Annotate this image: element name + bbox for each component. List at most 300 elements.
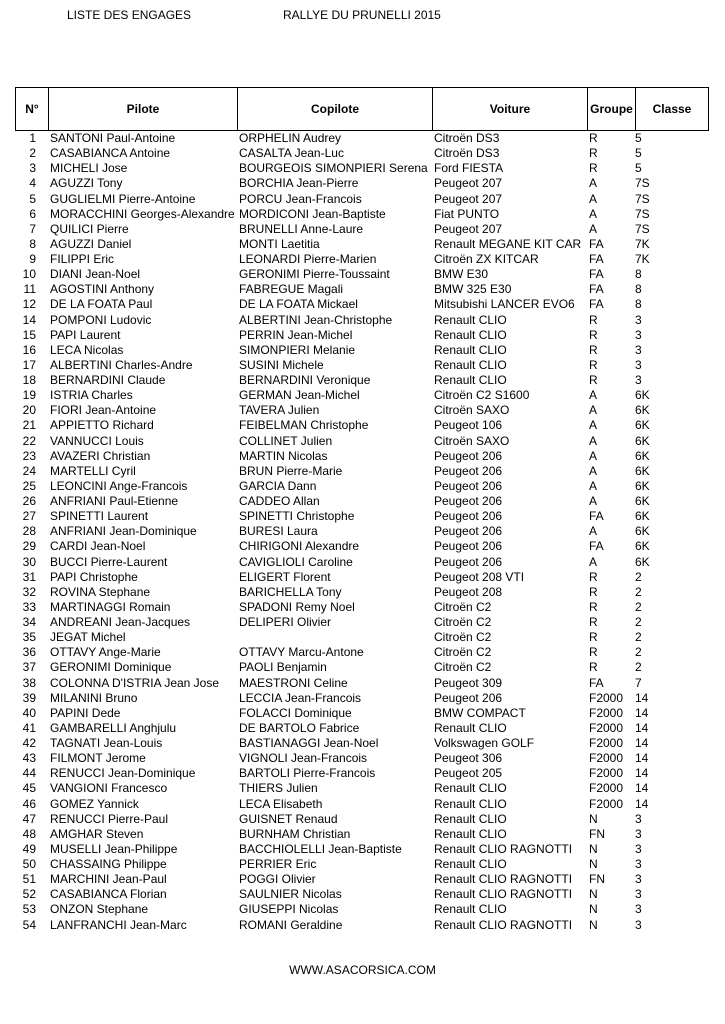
entry-voiture: Peugeot 205	[434, 766, 503, 781]
entry-pilote: DE LA FOATA Paul	[50, 297, 153, 312]
entry-groupe: N	[589, 902, 598, 917]
entry-classe: 2	[635, 599, 642, 614]
cell-spacer	[36, 676, 50, 691]
cell-spacer	[36, 585, 50, 600]
entry-number: 30	[22, 554, 36, 569]
entry-pilote: VANNUCCI Louis	[50, 433, 144, 448]
entry-groupe: A	[589, 191, 598, 206]
entry-pilote: PAPINI Dede	[50, 705, 121, 720]
entry-groupe: R	[589, 569, 598, 584]
entry-number: 22	[22, 433, 36, 448]
entry-pilote: COLONNA D'ISTRIA Jean Jose	[50, 675, 220, 690]
entry-pilote: LECA Nicolas	[50, 342, 124, 357]
entry-pilote: PAPI Christophe	[50, 569, 138, 584]
cell-spacer	[36, 131, 50, 146]
column-header-voiture: Voiture	[433, 88, 588, 131]
entry-classe: 7K	[635, 252, 650, 266]
cell-spacer	[36, 176, 50, 191]
entry-voiture: Renault MEGANE KIT CAR	[434, 236, 582, 251]
entry-copilote	[239, 630, 434, 645]
entry-classe: 3	[635, 841, 642, 856]
entry-voiture: Peugeot 206	[434, 463, 503, 478]
entry-groupe: N	[589, 841, 598, 856]
entry-voiture: Renault CLIO	[434, 312, 507, 327]
cell-spacer	[36, 464, 50, 479]
entry-voiture: Citroën C2	[434, 630, 492, 645]
entry-pilote: ANDREANI Jean-Jacques	[50, 615, 191, 629]
entry-voiture: Citroën C2	[434, 615, 492, 629]
entry-number: 34	[22, 615, 36, 629]
entry-voiture: Citroën C2	[434, 660, 492, 675]
entry-classe: 3	[635, 826, 642, 841]
table-row	[15, 887, 708, 902]
entry-classe: 3	[635, 327, 642, 342]
entry-classe: 3	[635, 357, 642, 372]
entry-classe: 14	[635, 720, 649, 735]
entry-groupe: A	[589, 554, 598, 569]
entry-groupe: N	[589, 917, 598, 932]
entry-pilote: AVAZERI Christian	[50, 448, 151, 463]
table-row	[15, 676, 708, 691]
cell-spacer	[36, 842, 50, 857]
entry-number: 6	[29, 206, 36, 221]
entry-voiture: Citroën DS3	[434, 131, 500, 145]
column-header-copilote: Copilote	[238, 88, 433, 131]
entry-copilote: MORDICONI Jean-Baptiste	[239, 206, 386, 221]
entry-pilote: AGOSTINI Anthony	[50, 282, 155, 297]
entry-groupe: R	[589, 599, 598, 614]
entry-groupe: F2000	[589, 690, 624, 705]
entry-number: 18	[22, 373, 36, 387]
entry-pilote: MARCHINI Jean-Paul	[50, 872, 167, 887]
entry-copilote: LECCIA Jean-Francois	[239, 690, 362, 705]
entry-groupe: N	[589, 811, 598, 826]
cell-spacer	[36, 252, 50, 267]
entry-number: 42	[22, 736, 36, 750]
cell-spacer	[36, 615, 50, 630]
entry-pilote: MARTELLI Cyril	[50, 463, 136, 478]
document-title: LISTE DES ENGAGES	[67, 8, 192, 22]
cell-spacer	[36, 237, 50, 252]
cell-spacer	[36, 479, 50, 494]
entry-number: 49	[22, 841, 36, 856]
entry-number: 23	[22, 448, 36, 463]
cell-spacer	[36, 872, 50, 887]
entry-pilote: VANGIONI Francesco	[50, 781, 168, 796]
entry-number: 2	[29, 146, 36, 161]
table-row	[15, 267, 708, 282]
entry-classe: 6K	[635, 539, 650, 554]
table-row	[15, 403, 708, 418]
entry-voiture: Citroën C2 S1600	[434, 388, 530, 403]
entry-pilote: POMPONI Ludovic	[50, 312, 152, 327]
entry-classe: 3	[635, 917, 642, 932]
entry-voiture: Peugeot 206	[434, 690, 503, 705]
entry-copilote: GIUSEPPI Nicolas	[239, 902, 339, 917]
entry-voiture: Citroën C2	[434, 645, 492, 660]
table-row	[15, 902, 708, 917]
entry-copilote: PERRIER Eric	[239, 857, 317, 871]
entry-pilote: GERONIMI Dominique	[50, 660, 172, 675]
cell-spacer	[36, 751, 50, 766]
entry-copilote: CAVIGLIOLI Caroline	[239, 554, 353, 569]
table-row	[15, 207, 708, 222]
cell-spacer	[36, 509, 50, 524]
entry-groupe: R	[589, 373, 598, 387]
entry-voiture: Ford FIESTA	[434, 161, 504, 176]
entry-pilote: CASABIANCA Antoine	[50, 146, 171, 161]
entry-classe: 14	[635, 781, 649, 796]
entry-pilote: BERNARDINI Claude	[50, 373, 166, 387]
entry-number: 29	[22, 539, 36, 554]
entry-classe: 7S	[635, 176, 650, 191]
entry-copilote: CASALTA Jean-Luc	[239, 146, 344, 161]
entry-number: 21	[22, 418, 36, 433]
entry-classe: 3	[635, 373, 642, 387]
entry-number: 9	[29, 252, 36, 266]
entry-groupe: N	[589, 857, 598, 871]
entry-pilote: JEGAT Michel	[50, 630, 126, 645]
entry-voiture: Peugeot 207	[434, 191, 503, 206]
entry-copilote: FOLACCI Dominique	[239, 705, 352, 720]
column-header-pilote: Pilote	[49, 88, 238, 131]
entry-copilote: ALBERTINI Jean-Christophe	[239, 312, 393, 327]
cell-spacer	[36, 691, 50, 706]
entry-number: 19	[22, 388, 36, 403]
entry-groupe: A	[589, 388, 598, 403]
entry-number: 11	[23, 282, 36, 297]
entry-classe: 8	[635, 267, 642, 282]
entry-groupe: F2000	[589, 781, 624, 796]
table-row	[15, 328, 708, 343]
table-row	[15, 645, 708, 660]
entry-copilote: PORCU Jean-Francois	[239, 191, 362, 206]
entry-number: 36	[22, 645, 36, 660]
entry-copilote: MARTIN Nicolas	[239, 448, 328, 463]
entry-pilote: LANFRANCHI Jean-Marc	[50, 917, 187, 932]
entry-groupe: F2000	[589, 705, 624, 720]
cell-spacer	[36, 388, 50, 403]
table-row	[15, 872, 708, 887]
entry-number: 26	[22, 494, 36, 508]
entry-number: 38	[22, 675, 36, 690]
entry-voiture: Renault CLIO	[434, 781, 507, 796]
entry-classe: 6K	[635, 524, 650, 539]
entry-groupe: R	[589, 357, 598, 372]
entry-pilote: FILIPPI Eric	[50, 252, 115, 266]
entry-groupe: FA	[589, 675, 604, 690]
cell-spacer	[36, 192, 50, 207]
entry-classe: 14	[635, 705, 649, 720]
cell-spacer	[36, 706, 50, 721]
entry-voiture: Renault CLIO	[434, 373, 507, 387]
entry-voiture: Renault CLIO	[434, 796, 507, 811]
entry-classe: 6K	[635, 388, 650, 403]
entry-copilote: SUSINI Michele	[239, 357, 324, 372]
entry-voiture: Renault CLIO	[434, 327, 507, 342]
cell-spacer	[36, 297, 50, 312]
entry-copilote: POGGI Olivier	[239, 872, 316, 887]
entry-number: 15	[22, 327, 36, 342]
table-row	[15, 857, 708, 872]
entry-classe: 3	[635, 902, 642, 917]
entry-copilote: FEIBELMAN Christophe	[239, 418, 369, 433]
table-row	[15, 600, 708, 615]
entry-groupe: F2000	[589, 766, 624, 781]
entry-groupe: FN	[589, 826, 605, 841]
entry-number: 53	[22, 902, 36, 917]
entry-copilote: ROMANI Geraldine	[239, 917, 343, 932]
entry-voiture: Peugeot 206	[434, 478, 503, 493]
cell-spacer	[36, 555, 50, 570]
entry-pilote: SANTONI Paul-Antoine	[50, 131, 176, 145]
entry-groupe: A	[589, 403, 598, 418]
entry-copilote: GERMAN Jean-Michel	[239, 388, 360, 403]
entry-copilote: GUISNET Renaud	[239, 811, 338, 826]
entry-classe: 6K	[635, 509, 650, 524]
entry-pilote: AMGHAR Steven	[50, 826, 144, 841]
entry-classe: 6K	[635, 448, 650, 463]
entry-pilote: PAPI Laurent	[50, 327, 121, 342]
entry-number: 27	[22, 509, 36, 524]
cell-spacer	[36, 524, 50, 539]
entry-number: 35	[22, 630, 36, 645]
entry-groupe: R	[589, 327, 598, 342]
entry-classe: 7S	[635, 221, 650, 236]
entry-copilote: SIMONPIERI Melanie	[239, 342, 356, 357]
entry-groupe: FA	[589, 282, 604, 297]
entry-classe: 6K	[635, 433, 650, 448]
entry-classe: 2	[635, 615, 642, 629]
entry-number: 25	[22, 478, 36, 493]
entry-classe: 3	[635, 312, 642, 327]
cell-spacer	[36, 373, 50, 388]
table-row	[15, 751, 708, 766]
entry-pilote: MORACCHINI Georges-Alexandre	[50, 206, 235, 221]
cell-spacer	[36, 887, 50, 902]
entry-classe: 14	[635, 796, 649, 811]
entry-voiture: Peugeot 206	[434, 509, 503, 524]
entry-copilote: THIERS Julien	[239, 781, 318, 796]
table-row	[15, 509, 708, 524]
entry-number: 46	[22, 796, 36, 811]
entry-copilote: GARCIA Dann	[239, 478, 317, 493]
entry-groupe: R	[589, 161, 598, 176]
entry-pilote: TAGNATI Jean-Louis	[50, 736, 163, 750]
cell-spacer	[36, 902, 50, 917]
entry-pilote: GUGLIELMI Pierre-Antoine	[50, 191, 196, 206]
entry-copilote: DE BARTOLO Fabrice	[239, 720, 360, 735]
entry-copilote: ORPHELIN Audrey	[239, 131, 342, 145]
entry-pilote: QUILICI Pierre	[50, 221, 129, 236]
entry-pilote: AGUZZI Tony	[50, 176, 123, 191]
entry-number: 28	[22, 524, 36, 539]
entry-groupe: A	[589, 433, 598, 448]
entry-groupe: R	[589, 131, 598, 145]
entry-number: 37	[22, 660, 36, 675]
entry-groupe: A	[589, 176, 598, 191]
entry-copilote: BASTIANAGGI Jean-Noel	[239, 736, 379, 750]
entry-copilote: TAVERA Julien	[239, 403, 320, 418]
entry-classe: 7S	[635, 206, 650, 221]
table-row	[15, 539, 708, 554]
table-row	[15, 555, 708, 570]
table-row	[15, 192, 708, 207]
cell-spacer	[36, 267, 50, 282]
entry-pilote: FIORI Jean-Antoine	[50, 403, 157, 418]
entry-classe: 3	[635, 887, 642, 902]
table-row	[15, 479, 708, 494]
entry-classe: 2	[635, 630, 642, 645]
entry-voiture: Peugeot 309	[434, 675, 503, 690]
cell-spacer	[36, 313, 50, 328]
entry-copilote: COLLINET Julien	[239, 433, 333, 448]
table-row	[15, 615, 708, 630]
entry-classe: 5	[635, 146, 642, 161]
entry-number: 4	[29, 176, 36, 191]
entry-copilote: DELIPERI Olivier	[239, 615, 332, 629]
entry-groupe: FA	[589, 267, 604, 282]
table-row	[15, 252, 708, 267]
entry-list	[15, 131, 708, 933]
entry-number: 1	[29, 131, 36, 145]
entry-copilote: SPINETTI Christophe	[239, 509, 355, 524]
entry-voiture: Renault CLIO RAGNOTTI	[434, 917, 573, 932]
entry-pilote: CHASSAING Philippe	[50, 857, 167, 871]
entry-classe: 14	[635, 766, 649, 781]
entry-classe: 2	[635, 645, 642, 660]
entry-voiture: Renault CLIO	[434, 357, 507, 372]
cell-spacer	[36, 827, 50, 842]
table-row	[15, 464, 708, 479]
entry-classe: 7K	[635, 236, 650, 251]
cell-spacer	[36, 660, 50, 675]
table-row	[15, 146, 708, 161]
entry-voiture: Peugeot 207	[434, 221, 503, 236]
entry-groupe: FN	[589, 872, 605, 887]
entry-groupe: R	[589, 645, 598, 660]
entry-groupe: FA	[589, 509, 604, 524]
entry-copilote: BRUNELLI Anne-Laure	[239, 221, 364, 236]
entry-groupe: FA	[589, 297, 604, 312]
table-row	[15, 812, 708, 827]
table-row	[15, 524, 708, 539]
entry-classe: 6K	[635, 554, 650, 569]
entry-number: 8	[29, 236, 36, 251]
table-row	[15, 449, 708, 464]
cell-spacer	[36, 161, 50, 176]
entry-groupe: R	[589, 630, 598, 645]
entry-voiture: Renault CLIO RAGNOTTI	[434, 872, 573, 887]
column-header-groupe: Groupe	[588, 88, 636, 131]
entry-voiture: Renault CLIO	[434, 902, 507, 917]
entry-pilote: MICHELI Jose	[50, 161, 128, 176]
entry-copilote: PERRIN Jean-Michel	[239, 327, 353, 342]
entry-voiture: Citroën SAXO	[434, 433, 510, 448]
entry-groupe: A	[589, 448, 598, 463]
entry-voiture: Peugeot 206	[434, 448, 503, 463]
entry-pilote: APPIETTO Richard	[50, 418, 154, 433]
cell-spacer	[36, 403, 50, 418]
entry-copilote: MAESTRONI Celine	[239, 675, 348, 690]
entry-copilote: DE LA FOATA Mickael	[239, 297, 358, 312]
entry-voiture: BMW 325 E30	[434, 282, 512, 297]
entry-number: 24	[22, 463, 36, 478]
entry-voiture: Peugeot 206	[434, 554, 503, 569]
entry-classe: 3	[635, 857, 642, 871]
entry-number: 45	[22, 781, 36, 796]
table-row	[15, 736, 708, 751]
entry-groupe: F2000	[589, 736, 624, 750]
entry-classe: 5	[635, 161, 642, 176]
table-row	[15, 797, 708, 812]
entry-number: 44	[22, 766, 36, 781]
entry-pilote: ANFRIANI Paul-Etienne	[50, 494, 179, 508]
table-row	[15, 842, 708, 857]
table-row	[15, 660, 708, 675]
cell-spacer	[36, 207, 50, 222]
cell-spacer	[36, 449, 50, 464]
entry-classe: 6K	[635, 463, 650, 478]
column-header-classe: Classe	[636, 88, 709, 131]
entry-copilote: BRUN Pierre-Marie	[239, 463, 343, 478]
entry-voiture: Mitsubishi LANCER EVO6	[434, 297, 575, 312]
entry-groupe: A	[589, 478, 598, 493]
entry-number: 10	[22, 267, 36, 282]
entry-groupe: R	[589, 660, 598, 675]
cell-spacer	[36, 812, 50, 827]
table-row	[15, 222, 708, 237]
entry-pilote: MARTINAGGI Romain	[50, 599, 171, 614]
entry-groupe: A	[589, 418, 598, 433]
cell-spacer	[36, 434, 50, 449]
entry-classe: 3	[635, 872, 642, 887]
entry-classe: 14	[635, 751, 649, 766]
entry-copilote: BARICHELLA Tony	[239, 584, 342, 599]
column-header-num: N°	[16, 88, 49, 131]
cell-spacer	[36, 343, 50, 358]
entry-copilote: BURNHAM Christian	[239, 826, 351, 841]
entry-voiture: Citroën ZX KITCAR	[434, 252, 539, 266]
entry-voiture: Peugeot 206	[434, 494, 503, 508]
entry-pilote: MILANINI Bruno	[50, 690, 138, 705]
column-header-row	[15, 87, 709, 131]
table-row	[15, 237, 708, 252]
entry-copilote: GERONIMI Pierre-Toussaint	[239, 267, 390, 282]
entry-voiture: Peugeot 306	[434, 751, 503, 766]
entry-pilote: DIANI Jean-Noel	[50, 267, 141, 282]
entry-groupe: R	[589, 342, 598, 357]
entry-copilote: BACCHIOLELLI Jean-Baptiste	[239, 841, 402, 856]
entry-number: 39	[22, 690, 36, 705]
entry-groupe: A	[589, 206, 598, 221]
table-row	[15, 918, 708, 933]
entry-voiture: Peugeot 206	[434, 539, 503, 554]
table-row	[15, 297, 708, 312]
entry-number: 51	[22, 872, 36, 887]
entry-classe: 6K	[635, 494, 650, 508]
entry-voiture: Renault CLIO	[434, 857, 507, 871]
entry-voiture: Citroën SAXO	[434, 403, 510, 418]
entry-groupe: A	[589, 221, 598, 236]
table-row	[15, 418, 708, 433]
cell-spacer	[36, 570, 50, 585]
entry-voiture: Peugeot 206	[434, 524, 503, 539]
entry-groupe: F2000	[589, 751, 624, 766]
entry-number: 52	[22, 887, 36, 902]
cell-spacer	[36, 781, 50, 796]
entry-groupe: FA	[589, 539, 604, 554]
